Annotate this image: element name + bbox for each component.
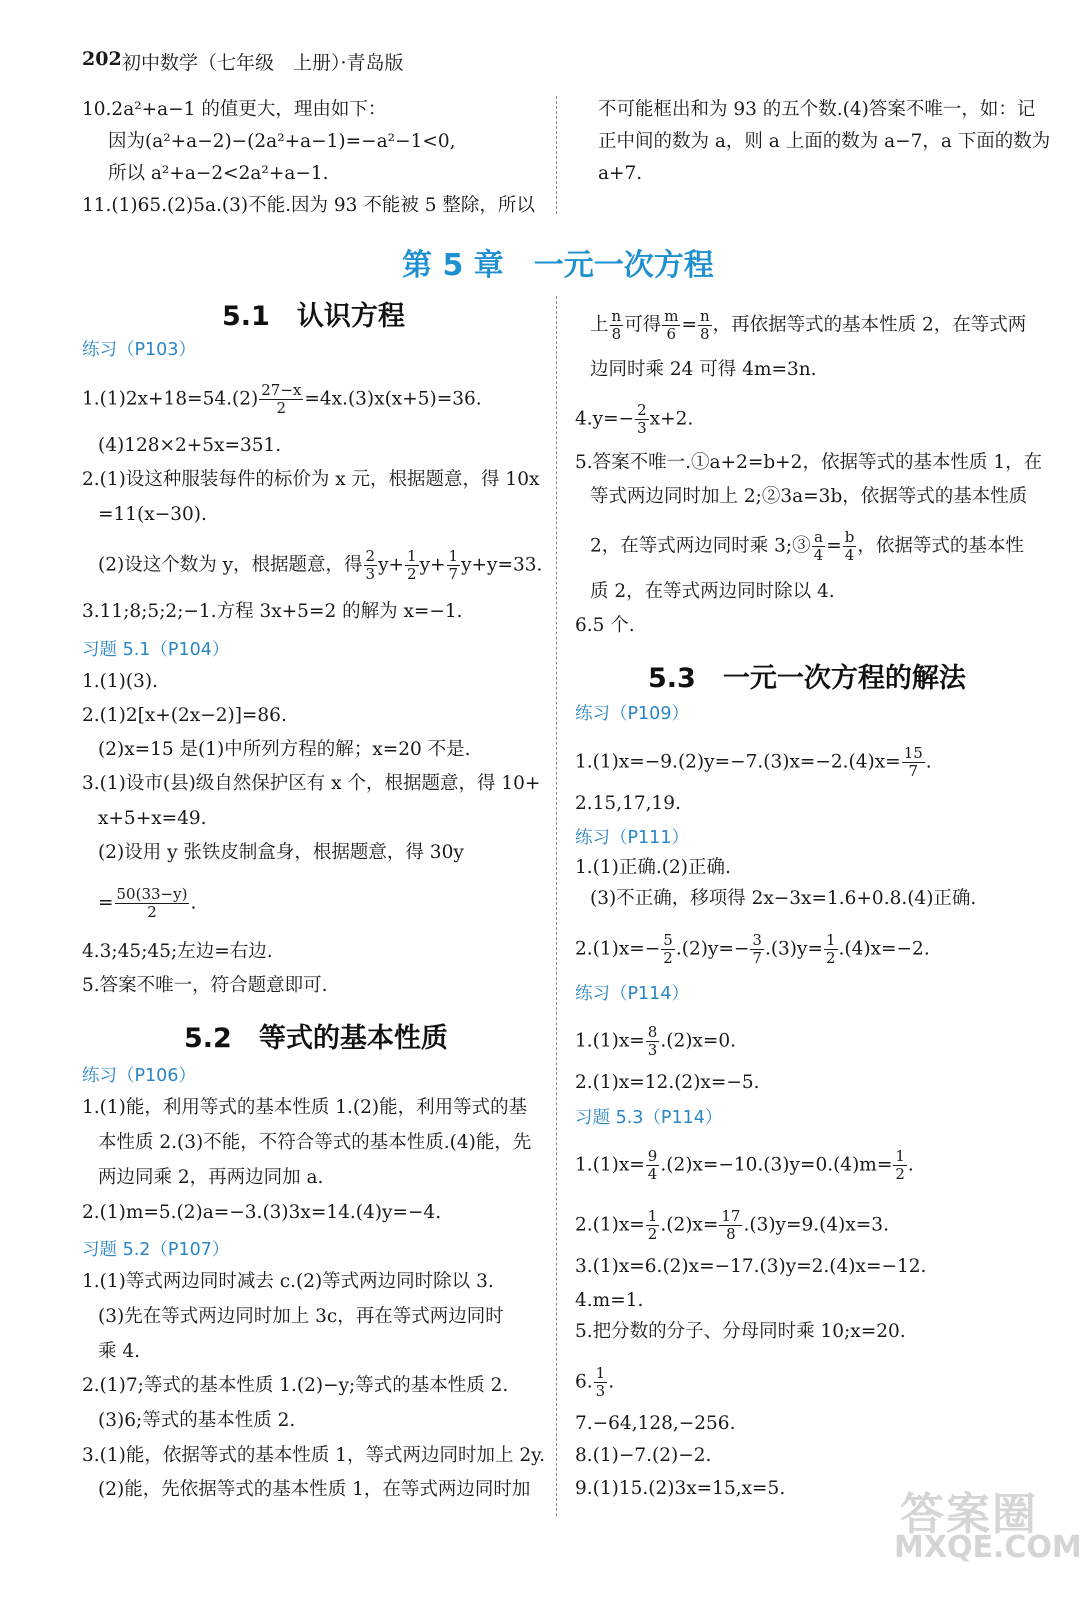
p109-answer-1: 1.(1)x=−9.(2)y=−7.(3)x=−2.(4)x= $\frac{15}{7}$ .: [575, 744, 932, 780]
practice-p114: 练习（P114）: [575, 984, 689, 1004]
p107-answer-5-line1: 5.答案不唯一.①a+2=b+2，依据等式的基本性质 1，在: [575, 452, 1043, 473]
p103-answer-2-line3: (2)设这个数为 y，根据题意，得 $\frac{2}{3}$ y+ $\frac{1}{2}$ y+ $\frac{1}{7}$ y+y=33.: [98, 547, 543, 583]
p104-answer-3-line4: = $\frac{50(33-y)}{2}$ .: [98, 885, 197, 921]
p109-answer-2: 2.15,17,19.: [575, 793, 681, 814]
exercise-5-1-p104: 习题 5.1（P104）: [82, 640, 230, 660]
exercise-5-3-p114: 习题 5.3（P114）: [575, 1108, 723, 1128]
ex53-answer-8: 8.(1)−7.(2)−2.: [575, 1445, 712, 1466]
p106-answer-1-line3: 两边同乘 2，再两边同加 a.: [98, 1167, 324, 1188]
p107-answer-5-line4: 质 2，在等式两边同时除以 4.: [590, 581, 835, 602]
ex53-answer-6: 6. $\frac{1}{3}$ .: [575, 1364, 615, 1400]
practice-p111: 练习（P111）: [575, 828, 689, 848]
p107-answer-1-line1: 1.(1)等式两边同时减去 c.(2)等式两边同时除以 3.: [82, 1271, 494, 1292]
p103-answer-2-line2: =11(x−30).: [98, 504, 207, 525]
answer-10-line3: 所以 a²+a−2<2a²+a−1.: [108, 163, 329, 184]
book-title: 初中数学（七年级 上册）·青岛版: [122, 52, 404, 74]
answer-11-line1: 11.(1)65.(2)5a.(3)不能.因为 93 不能被 5 整除，所以: [82, 195, 535, 216]
page-number: 202: [82, 48, 122, 70]
ex53-answer-2: 2.(1)x= $\frac{1}{2}$ .(2)x= $\frac{17}{8}$ .(3)y=9.(4)x=3.: [575, 1207, 889, 1243]
p107-answer-3-line1: 3.(1)能，依据等式的基本性质 1，等式两边同时加上 2y.: [82, 1445, 546, 1466]
practice-p109: 练习（P109）: [575, 704, 689, 724]
p114-answer-1: 1.(1)x= $\frac{8}{3}$ .(2)x=0.: [575, 1023, 737, 1059]
column-divider-top: [556, 96, 557, 214]
p111-answer-1-line1: 1.(1)正确.(2)正确.: [575, 857, 731, 878]
watermark-url: MXQE.COM: [894, 1530, 1082, 1565]
column-divider-main: [556, 296, 557, 1516]
p106-answer-2: 2.(1)m=5.(2)a=−3.(3)3x=14.(4)y=−4.: [82, 1202, 442, 1223]
p107-answer-1-line2: (3)先在等式两边同时加上 3c，再在等式两边同时: [98, 1306, 504, 1327]
ex53-answer-5: 5.把分数的分子、分母同时乘 10;x=20.: [575, 1321, 906, 1342]
chapter-title: 第 5 章 一元一次方程: [402, 248, 714, 283]
p107-answer-2-line1: 2.(1)7;等式的基本性质 1.(2)−y;等式的基本性质 2.: [82, 1375, 509, 1396]
watermark-logo: 答案圈: [900, 1489, 1038, 1540]
p104-answer-5: 5.答案不唯一，符合题意即可.: [82, 975, 328, 996]
ex53-answer-9: 9.(1)15.(2)3x=15,x=5.: [575, 1478, 786, 1499]
p104-answer-3-line1: 3.(1)设市(县)级自然保护区有 x 个，根据题意，得 10+: [82, 773, 541, 794]
p104-answer-1: 1.(1)(3).: [82, 671, 158, 692]
p111-answer-1-line2: (3)不正确，移项得 2x−3x=1.6+0.8.(4)正确.: [590, 888, 977, 909]
section-5-2-title: 5.2 等式的基本性质: [184, 1023, 448, 1054]
section-5-1-title: 5.1 认识方程: [222, 301, 405, 332]
ex53-answer-7: 7.−64,128,−256.: [575, 1413, 736, 1434]
p104-answer-4: 4.3;45;45;左边=右边.: [82, 941, 273, 962]
answer-11-cont-line2: 正中间的数为 a，则 a 上面的数为 a−7，a 下面的数为: [598, 131, 1051, 152]
section-5-3-title: 5.3 一元一次方程的解法: [648, 663, 966, 694]
p107-answer-2-line2: (3)6;等式的基本性质 2.: [98, 1410, 296, 1431]
p107-answer-3-line2: (2)能，先依据等式的基本性质 1，在等式两边同时加: [98, 1479, 531, 1500]
p103-answer-1-line2: (4)128×2+5x=351.: [98, 435, 282, 456]
p107-answer-4: 4.y=− $\frac{2}{3}$ x+2.: [575, 401, 694, 437]
ex53-answer-4: 4.m=1.: [575, 1290, 644, 1311]
practice-p106: 练习（P106）: [82, 1066, 196, 1086]
ex53-answer-3: 3.(1)x=6.(2)x=−17.(3)y=2.(4)x=−12.: [575, 1256, 927, 1277]
p104-answer-2-line2: (2)x=15 是(1)中所列方程的解；x=20 不是.: [98, 739, 471, 760]
p103-answer-3: 3.11;8;5;2;−1.方程 3x+5=2 的解为 x=−1.: [82, 601, 463, 622]
p111-answer-2: 2.(1)x=− $\frac{5}{2}$ .(2)y=− $\frac{3}{7}$ .(3)y= $\frac{1}{2}$ .(4)x=−2.: [575, 931, 930, 967]
p103-answer-2-line1: 2.(1)设这种服装每件的标价为 x 元，根据题意，得 10x: [82, 469, 540, 490]
p114-answer-2: 2.(1)x=12.(2)x=−5.: [575, 1072, 760, 1093]
p104-answer-3-line2: x+5+x=49.: [98, 808, 207, 829]
p104-answer-2-line1: 2.(1)2[x+(2x−2)]=86.: [82, 705, 287, 726]
p106-answer-1-line1: 1.(1)能，利用等式的基本性质 1.(2)能，利用等式的基: [82, 1097, 528, 1118]
answer-11-cont-line1: 不可能框出和为 93 的五个数.(4)答案不唯一，如：记: [598, 99, 1036, 120]
p106-answer-1-line2: 本性质 2.(3)不能，不符合等式的基本性质.(4)能，先: [98, 1132, 532, 1153]
answer-10-line2: 因为(a²+a−2)−(2a²+a−1)=−a²−1<0,: [108, 131, 456, 152]
p107-answer-1-line3: 乘 4.: [98, 1341, 141, 1362]
p107-answer-5-line2: 等式两边同时加上 2;②3a=3b，依据等式的基本性质: [590, 486, 1028, 507]
answer-11-cont-line3: a+7.: [598, 163, 643, 184]
p104-answer-3-line3: (2)设用 y 张铁皮制盒身，根据题意，得 30y: [98, 842, 464, 863]
ex53-answer-1: 1.(1)x= $\frac{9}{4}$ .(2)x=−10.(3)y=0.(4)m= $\frac{1}{2}$ .: [575, 1147, 914, 1183]
answer-10-line1: 10.2a²+a−1 的值更大，理由如下：: [82, 99, 387, 120]
p107-answer-6: 6.5 个.: [575, 615, 635, 636]
practice-p103: 练习（P103）: [82, 340, 196, 360]
p103-answer-1-line1: 1.(1)2x+18=54.(2) $\frac{27-x}{2}$ =4x.(3)x(x+5)=36.: [82, 381, 482, 417]
exercise-5-2-p107: 习题 5.2（P107）: [82, 1240, 230, 1260]
p107-answer-3-cont-line2: 边同时乘 24 可得 4m=3n.: [590, 359, 817, 380]
p107-answer-5-line3: 2，在等式两边同时乘 3;③ $\frac{a}{4}$ = $\frac{b}{4}$ ，依据等式的基本性: [590, 528, 1024, 564]
p107-answer-3-cont-line1: 上 $\frac{n}{8}$ 可得 $\frac{m}{6}$ = $\frac{n}{8}$ ，再依据等式的基本性质 2，在等式两: [590, 307, 1027, 343]
